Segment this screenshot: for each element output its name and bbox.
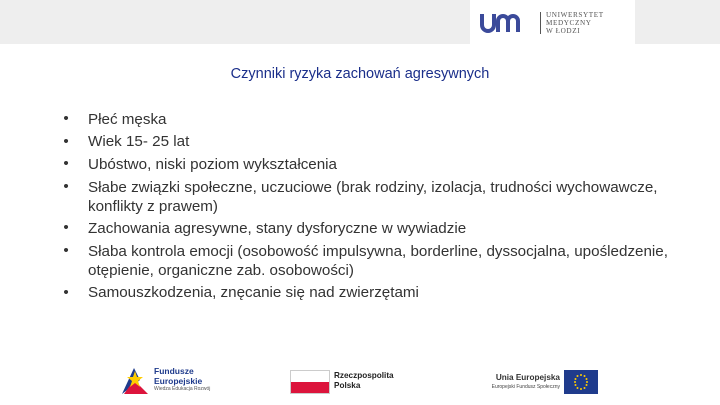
fundusze-europejskie-logo xyxy=(120,366,250,398)
logo-line-1: UNIWERSYTET xyxy=(546,11,604,19)
list-item xyxy=(60,176,680,218)
um-logo-icon xyxy=(480,10,520,34)
eu-sub: Europejski Fundusz Społeczny xyxy=(491,384,560,390)
rzeczpospolita-polska-logo xyxy=(290,368,410,398)
bullet-icon: • xyxy=(63,241,69,259)
list-item-text: Zachowania agresywne, stany dysforyczne w wywiadzie xyxy=(88,220,467,238)
logo-line-3: W ŁODZI xyxy=(546,27,581,36)
bullet-icon: • xyxy=(63,132,69,150)
fundusze-line-1: Fundusze xyxy=(154,366,194,376)
funding-footer xyxy=(0,356,720,405)
list-item-text: Słabe związki społeczne, uczuciowe (brak rodziny, izolacja, trudności wychowawcze, konflikty z prawem) xyxy=(88,178,658,215)
bullet-icon: • xyxy=(63,177,69,195)
poland-line-1: Rzeczpospolita xyxy=(334,371,394,380)
list-item xyxy=(60,153,680,176)
university-logo xyxy=(470,0,635,44)
fundusze-star-icon xyxy=(120,366,150,396)
list-item-text: Słaba kontrola emocji (osobowość impulsywna, borderline, dyssocjalna, upośledzenie, otępienie, organiczne zab. osobowości) xyxy=(88,242,668,279)
logo-divider xyxy=(540,12,541,34)
bullet-list xyxy=(60,108,680,304)
eu-line-1: Unia Europejska xyxy=(495,373,560,382)
poland-flag-icon xyxy=(290,370,330,394)
logo-line-2: MEDYCZNY xyxy=(546,19,592,28)
list-item-text: Ubóstwo, niski poziom wykształcenia xyxy=(88,155,337,173)
list-item xyxy=(60,131,680,154)
list-item xyxy=(60,282,680,305)
bullet-icon: • xyxy=(63,155,69,173)
list-item xyxy=(60,108,680,131)
bullet-icon: • xyxy=(63,283,69,301)
bullet-icon: • xyxy=(63,110,69,127)
list-item-text: Wiek 15- 25 lat xyxy=(88,133,190,151)
eu-flag-icon xyxy=(564,370,598,394)
list-item-text: Samouszkodzenia, znęcanie się nad zwierzętami xyxy=(88,284,419,302)
header-band xyxy=(0,0,720,44)
unia-europejska-logo xyxy=(470,368,600,398)
list-item-text: Płeć męska xyxy=(88,110,167,128)
slide-title: Czynniki ryzyka zachowań agresywnych xyxy=(230,66,490,82)
list-item xyxy=(60,240,680,282)
logo-text xyxy=(546,11,604,36)
fundusze-line-2: Europejskie xyxy=(154,375,203,386)
bullet-icon: • xyxy=(63,219,69,237)
poland-line-2: Polska xyxy=(334,381,361,390)
list-item xyxy=(60,217,680,240)
fundusze-sub: Wiedza Edukacja Rozwój xyxy=(154,386,211,392)
